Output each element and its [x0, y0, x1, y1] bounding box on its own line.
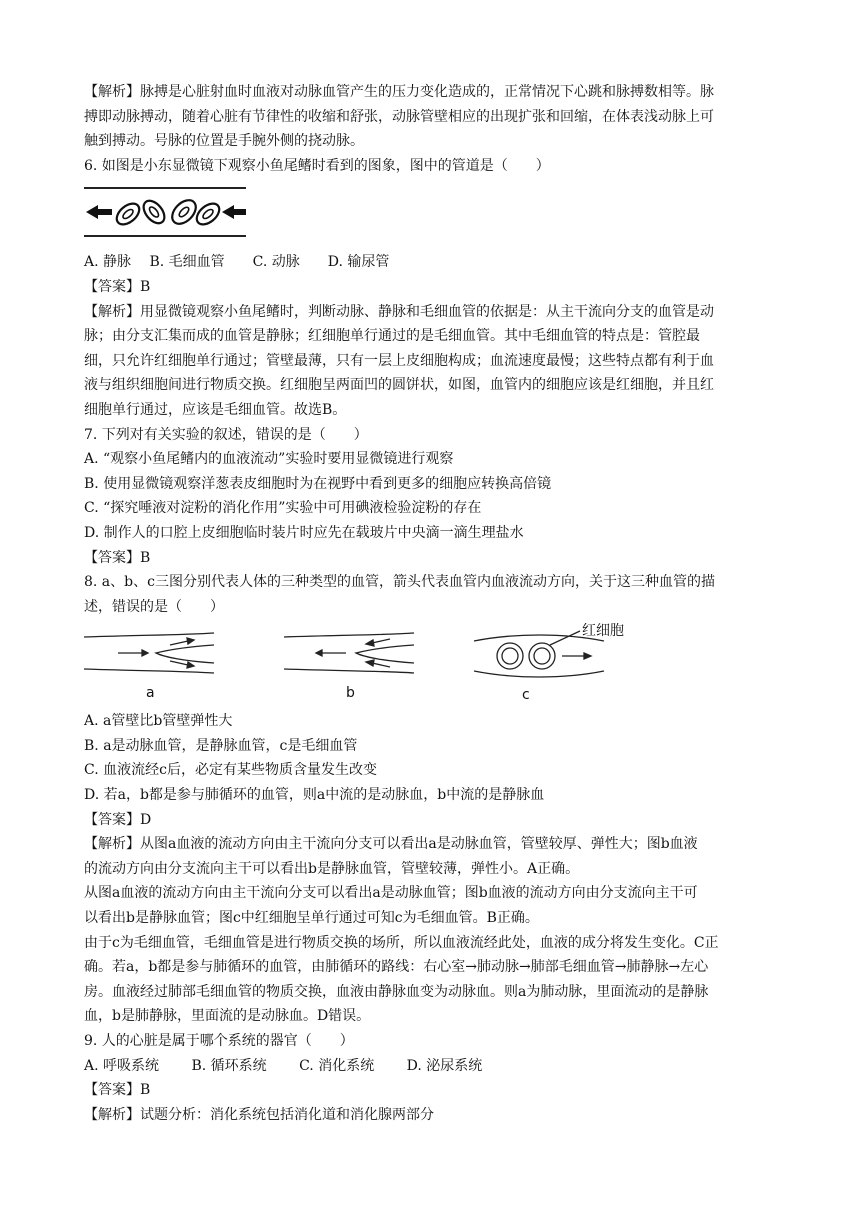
- red-blood-cell-icon: [168, 196, 201, 229]
- q7-option-c: C. “探究唾液对淀粉的消化作用”实验中可用碘液检验淀粉的存在: [84, 500, 482, 517]
- q8-analysis-line-3: 从图a血液的流动方向由主干流向分支可以看出a是动脉血管；图b血液的流动方向由分支流向主干可: [84, 885, 698, 902]
- q7-option-b: B. 使用显微镜观察洋葱表皮细胞时为在视野中看到更多的细胞应转换高倍镜: [84, 475, 552, 492]
- q8-stem-line-1: 8. a、b、c三图分别代表人体的三种类型的血管，箭头代表血管内血液流动方向，关于这三种血管的描: [84, 574, 715, 591]
- q9-options: A. 呼吸系统 B. 循环系统 C. 消化系统 D. 泌尿系统: [84, 1057, 483, 1074]
- q6-figure-capillary: [84, 182, 784, 248]
- q6-analysis-line-1: 【解析】用显微镜观察小鱼尾鳍时，判断动脉、静脉和毛细血管的依据是：从主干流向分支的血管是动: [84, 303, 714, 320]
- q6-options: A. 静脉 B. 毛细血管 C. 动脉 D. 输尿管: [84, 254, 390, 271]
- q8-answer: 【答案】D: [84, 811, 152, 828]
- vessel-a-diagram: [84, 633, 214, 673]
- q8-vessels-image: [84, 623, 784, 707]
- q7-stem: 7. 下列对有关实验的叙述，错误的是（ ）: [84, 426, 368, 443]
- red-blood-cell-icon: [113, 200, 143, 229]
- q9-analysis: 【解析】试题分析：消化系统包括消化道和消化腺两部分: [84, 1106, 434, 1123]
- q6-answer: 【答案】B: [84, 278, 151, 295]
- q8-analysis-line-4: 以看出b是静脉血管；图c中红细胞呈单行通过可知c为毛细血管。B正确。: [84, 910, 539, 927]
- document-content: [84, 80, 784, 1127]
- q8-option-d: D. 若a，b都是参与肺循环的血管，则a中流的是动脉血，b中流的是静脉血: [84, 787, 545, 804]
- vessel-b-label: b: [346, 685, 355, 702]
- q9-stem: 9. 人的心脏是属于哪个系统的器官（ ）: [84, 1033, 354, 1049]
- vessel-b-diagram: [284, 633, 414, 673]
- q8-analysis-line-8: 血，b是肺静脉，里面流的是动脉血。D错误。: [84, 1008, 371, 1025]
- q6-capillary-image: [84, 182, 246, 244]
- vessel-a-label: a: [146, 685, 155, 702]
- q8-analysis: [84, 832, 784, 1029]
- q5-analysis-line-2: 搏即动脉搏动，随着心脏有节律性的收缩和舒张，动脉管壁相应的出现扩张和回缩，在体表浅动脉上可: [84, 108, 714, 125]
- vessel-c-label: c: [522, 687, 530, 704]
- q5-analysis-line-1: 【解析】脉搏是心脏射血时血液对动脉血管产生的压力变化造成的，正常情况下心跳和脉搏数相等。脉: [84, 84, 714, 100]
- q8-stem-line-2: 述，错误的是（ ）: [84, 598, 224, 615]
- q6-stem: 6. 如图是小东显微镜下观察小鱼尾鳍时看到的图象，图中的管道是（ ）: [84, 157, 550, 174]
- q6-analysis-line-5: 细胞单行通过，应该是毛细血管。故选B。: [84, 401, 347, 418]
- q9-answer: 【答案】B: [84, 1082, 151, 1099]
- q6-analysis-line-4: 液与组织细胞间进行物质交换。红细胞呈两面凹的圆饼状，如图，血管内的细胞应该是红细胞，并且红: [84, 377, 714, 394]
- q8-option-c: C. 血液流经c后，必定有某些物质含量发生改变: [84, 762, 377, 779]
- red-blood-cell-label: 红细胞: [582, 623, 624, 640]
- q7-option-a: A. “观察小鱼尾鳍内的血液流动”实验时要用显微镜进行观察: [84, 451, 454, 468]
- q8-analysis-line-2: 的流动方向由分支流向主干可以看出b是静脉血管，管壁较薄，弹性小。A正确。: [84, 860, 580, 877]
- q7-option-d: D. 制作人的口腔上皮细胞临时装片时应先在载玻片中央滴一滴生理盐水: [84, 524, 524, 541]
- red-blood-cell-icon: [140, 197, 169, 227]
- q8-analysis-line-5: 由于c为毛细血管，毛细血管是进行物质交换的场所，所以血液流经此处，血液的成分将发生变化。C正: [84, 934, 719, 951]
- q8-stem: [84, 570, 784, 619]
- q5-analysis: [84, 80, 784, 154]
- q8-option-b: B. a是动脉血管，是静脉血管，c是毛细血管: [84, 737, 358, 754]
- q6-analysis: [84, 300, 784, 423]
- q8-analysis-line-1: 【解析】从图a血液的流动方向由主干流向分支可以看出a是动脉血管，管壁较厚、弹性大；图b血液: [84, 836, 698, 853]
- q6-analysis-line-3: 细，只允许红细胞单行通过；管壁最薄，只有一层上皮细胞构成；血流速度最慢；这些特点都有利于血: [84, 352, 714, 369]
- q8-option-a: A. a管壁比b管壁弹性大: [84, 713, 233, 730]
- q8-analysis-line-6: 确。若a，b都是参与肺循环的血管，由肺循环的路线：右心室→肺动脉→肺部毛细血管→肺静脉→左心: [84, 959, 709, 976]
- q6-analysis-line-2: 脉；由分支汇集而成的血管是静脉；红细胞单行通过的是毛细血管。其中毛细血管的特点是：管腔最: [84, 328, 700, 345]
- q8-analysis-line-7: 房。血液经过肺部毛细血管的物质交换，血液由静脉血变为动脉血。则a为肺动脉，里面流动的是静脉: [84, 983, 709, 1000]
- q7-answer: 【答案】B: [84, 549, 151, 566]
- red-blood-cell-icon: [193, 200, 223, 229]
- q5-analysis-line-3: 触到搏动。号脉的位置是手腕外侧的挠动脉。: [84, 133, 364, 150]
- q8-options: [84, 709, 784, 807]
- q8-figure-vessels: [84, 623, 784, 707]
- q7-options: [84, 447, 784, 545]
